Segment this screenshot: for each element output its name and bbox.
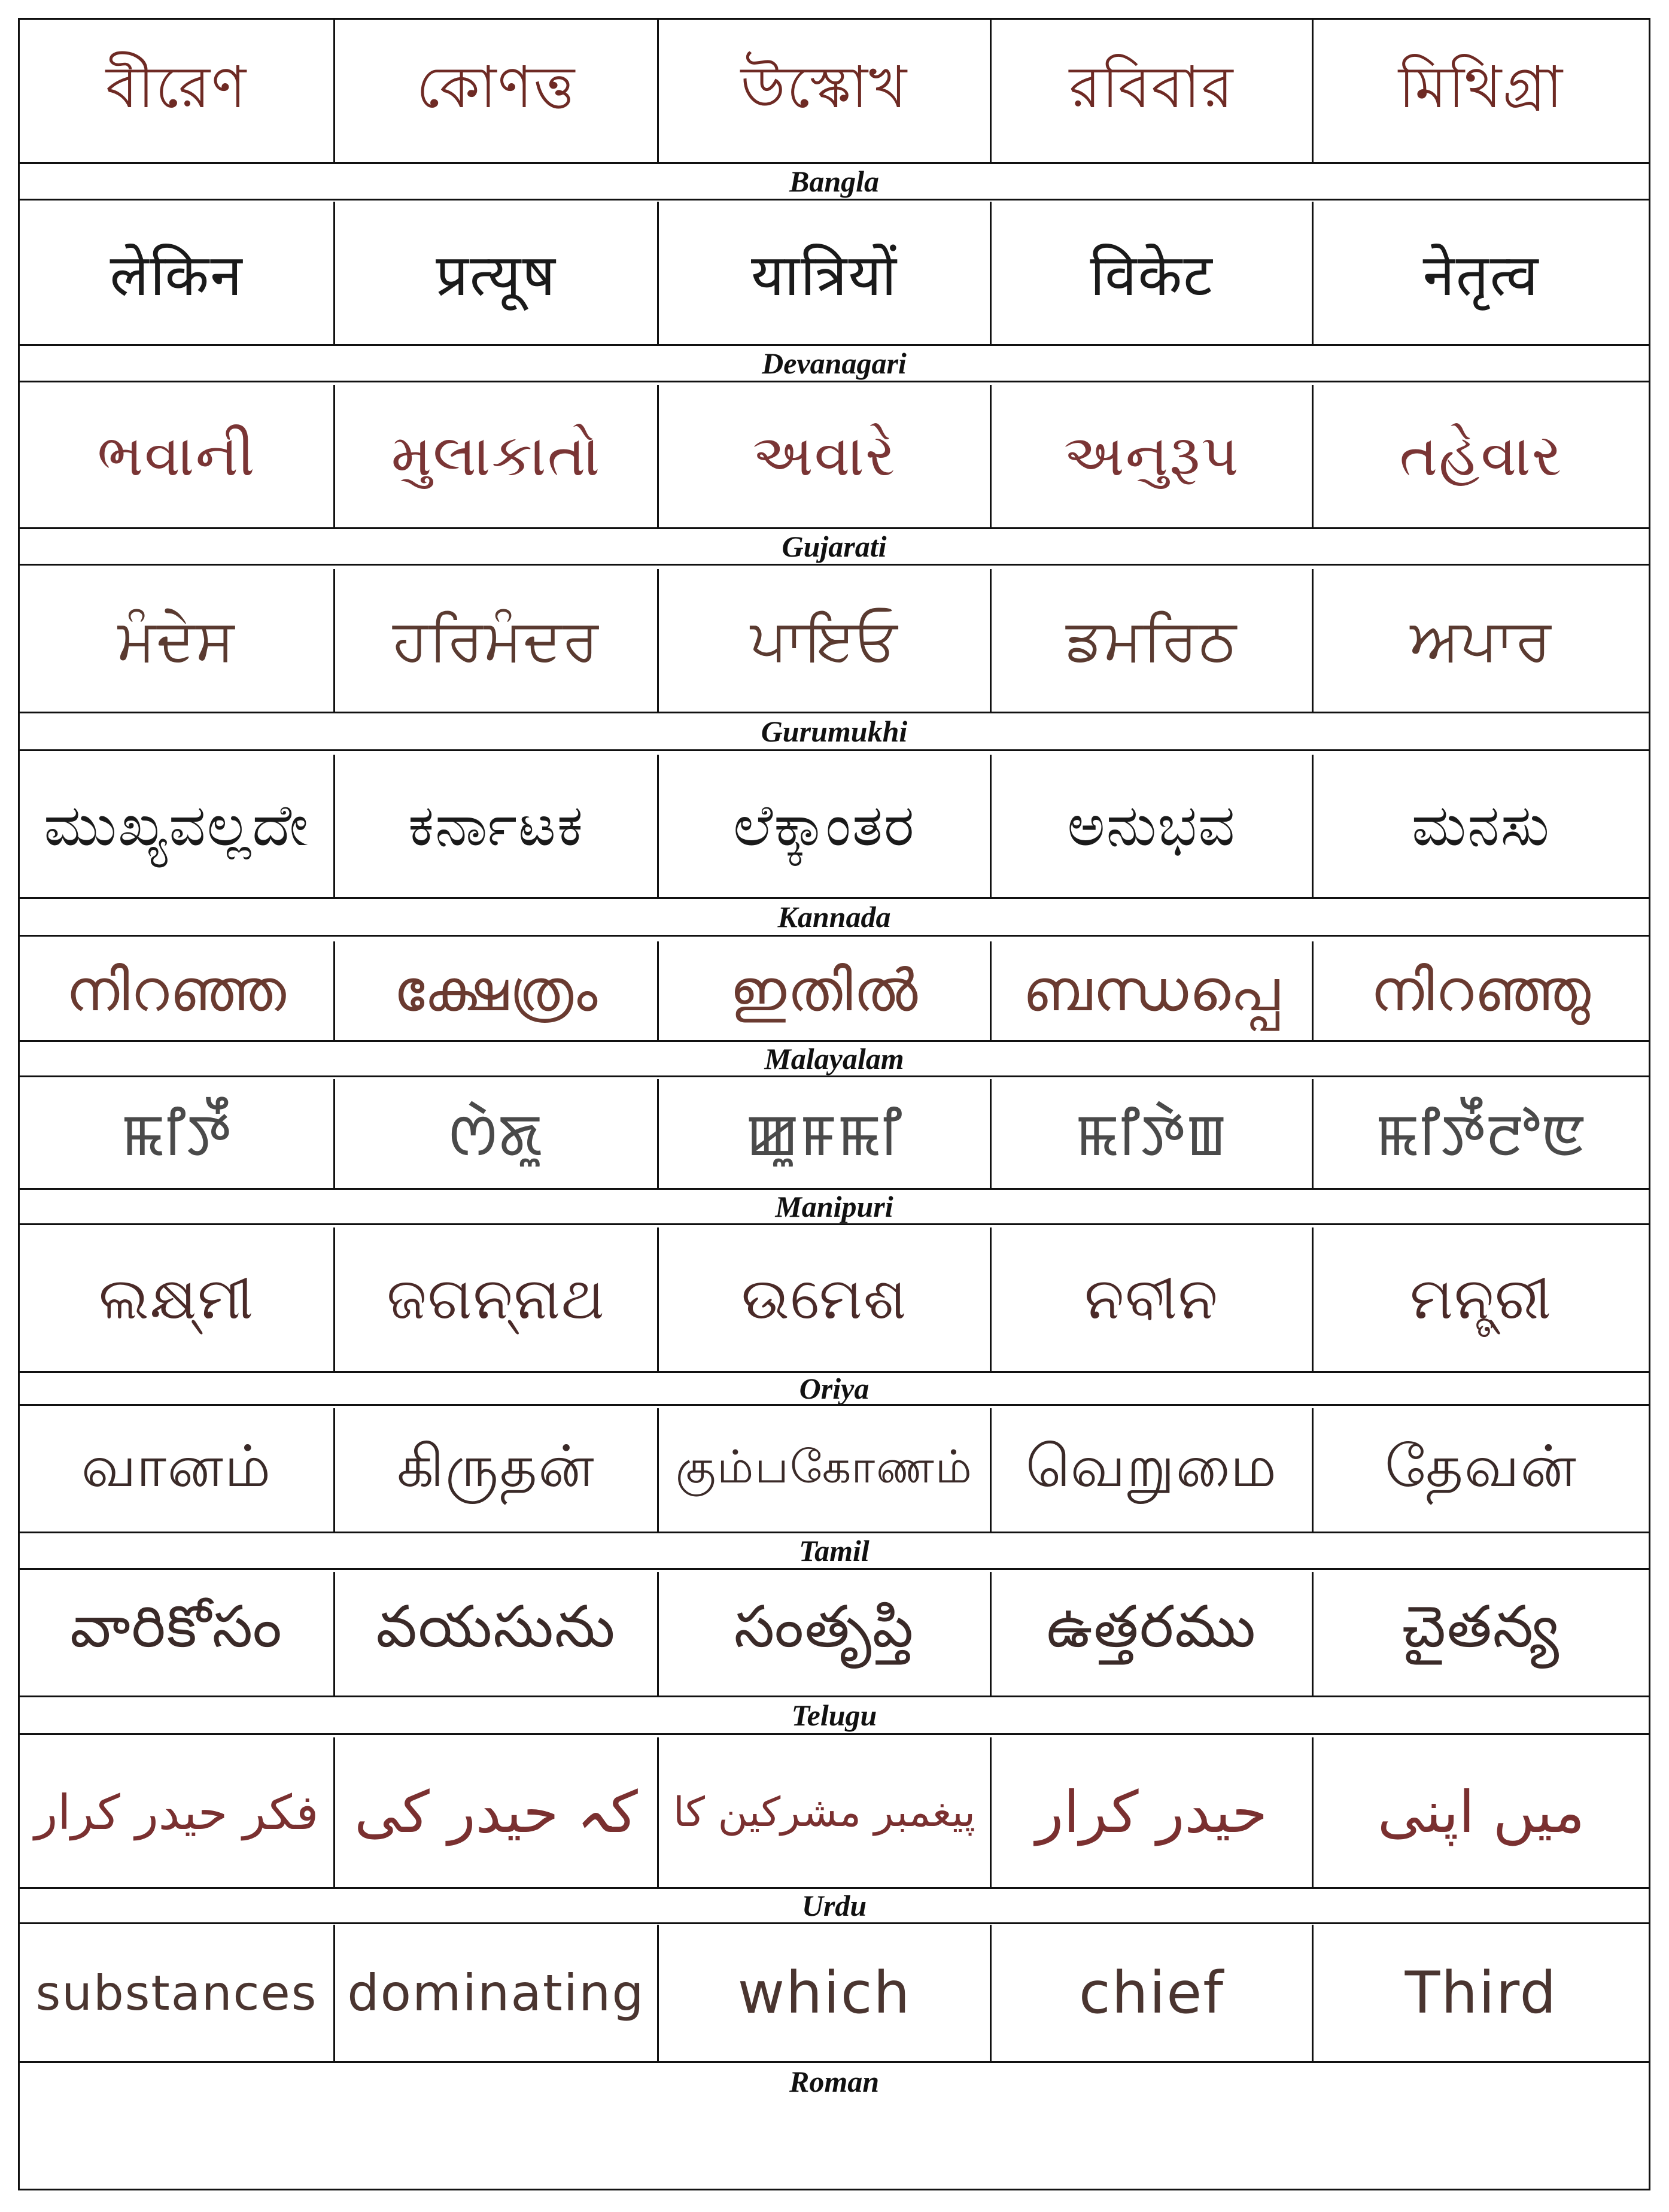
- sample-cell: [335, 569, 659, 712]
- handwritten-word: लेकिन: [110, 241, 244, 309]
- handwritten-word: ꯃꯤꯇꯥꯡ: [1075, 1102, 1228, 1169]
- script-label-row: [20, 2061, 1649, 2099]
- sample-row: [20, 1925, 1649, 2061]
- sample-cell: [1314, 1079, 1649, 1188]
- handwritten-word: মিথিগ্রা: [1398, 53, 1564, 121]
- handwritten-word: ಮನಸು: [1411, 792, 1551, 859]
- script-label-row: [20, 1696, 1649, 1735]
- sample-cell: [992, 1227, 1314, 1371]
- sample-cell: [992, 755, 1314, 897]
- sample-cell: [335, 1925, 659, 2061]
- sample-row: [20, 1572, 1649, 1696]
- script-label: Gujarati: [782, 530, 887, 563]
- sample-cell: [1314, 1737, 1649, 1887]
- handwritten-word: നിറഞ്ഞു: [1370, 956, 1592, 1024]
- sample-cell: [992, 1408, 1314, 1532]
- sample-cell: [992, 1737, 1314, 1887]
- script-label-row: [20, 344, 1649, 382]
- script-label: Devanagari: [762, 347, 907, 380]
- handwritten-word: پیغمبر مشرکین کا: [673, 1788, 976, 1836]
- handwritten-word: ಲೆಕ್ಕಾಂತರ: [733, 792, 916, 859]
- sample-cell: [20, 20, 335, 162]
- script-label-row: [20, 527, 1649, 566]
- sample-row: [20, 941, 1649, 1040]
- handwritten-word: ଲକ୍ଷ୍ମୀ: [99, 1265, 254, 1332]
- sample-cell: [1314, 569, 1649, 712]
- handwritten-word: கிருதன்: [397, 1432, 595, 1500]
- sample-cell: [20, 1227, 335, 1371]
- handwritten-word: வெறுமை: [1026, 1432, 1278, 1500]
- sample-cell: [992, 569, 1314, 712]
- sample-cell: [659, 1408, 992, 1532]
- script-label: Tamil: [799, 1534, 870, 1567]
- sample-cell: [659, 202, 992, 344]
- handwritten-word: میں اپنی: [1377, 1779, 1585, 1846]
- script-row-manipuri: [20, 1079, 1649, 1225]
- handwritten-word: ଜଗନ୍ନାଥ: [387, 1265, 606, 1332]
- script-row-gujarati: [20, 385, 1649, 566]
- sample-cell: [1314, 755, 1649, 897]
- sample-cell: [659, 941, 992, 1040]
- handwritten-word: వారికోసం: [70, 1593, 283, 1660]
- script-label: Kannada: [777, 900, 891, 934]
- script-label-row: [20, 162, 1649, 200]
- script-row-telugu: [20, 1572, 1649, 1735]
- handwritten-word: Third: [1404, 1959, 1558, 2026]
- script-label: Bangla: [789, 165, 880, 198]
- sample-cell: [1314, 202, 1649, 344]
- sample-cell: [659, 1925, 992, 2061]
- handwritten-word: विकेट: [1090, 241, 1214, 309]
- handwritten-word: ബന്ധപ്പെ: [1023, 956, 1281, 1024]
- handwritten-word: ꯀꯨꯝꯃꯤ: [746, 1102, 903, 1169]
- script-sample-table: [18, 18, 1650, 2190]
- script-row-gurumukhi: [20, 569, 1649, 751]
- sample-cell: [20, 755, 335, 897]
- sample-cell: [1314, 941, 1649, 1040]
- handwritten-word: বীরেণ: [105, 53, 248, 121]
- sample-cell: [992, 1572, 1314, 1696]
- sample-cell: [1314, 1408, 1649, 1532]
- script-label: Oriya: [799, 1372, 870, 1405]
- script-row-malayalam: [20, 941, 1649, 1077]
- sample-cell: [659, 569, 992, 712]
- handwritten-word: chief: [1078, 1959, 1225, 2026]
- handwritten-word: અવારે: [752, 422, 896, 489]
- handwritten-word: ꯃꯤꯇꯩꯂꯣꯟ: [1375, 1102, 1587, 1169]
- script-label: Malayalam: [764, 1042, 904, 1075]
- sample-cell: [20, 202, 335, 344]
- sample-cell: [659, 755, 992, 897]
- script-row-bangla: [20, 20, 1649, 200]
- sample-cell: [659, 1227, 992, 1371]
- handwritten-word: મુલાકાતો: [391, 422, 601, 489]
- handwritten-word: ꯃꯤꯇꯩ: [121, 1102, 232, 1169]
- sample-cell: [20, 1925, 335, 2061]
- handwritten-word: તહેવાર: [1399, 422, 1563, 489]
- script-row-oriya: [20, 1227, 1649, 1406]
- sample-row: [20, 1079, 1649, 1188]
- sample-cell: [20, 1572, 335, 1696]
- sample-cell: [992, 202, 1314, 344]
- handwritten-word: നിറഞ്ഞ: [66, 956, 287, 1024]
- script-label-row: [20, 1188, 1649, 1225]
- handwritten-word: ꯁꯥꯗꯨ: [449, 1102, 543, 1169]
- script-label-row: [20, 1887, 1649, 1924]
- sample-row: [20, 1408, 1649, 1532]
- sample-cell: [992, 1925, 1314, 2061]
- handwritten-word: রবিবার: [1069, 53, 1235, 121]
- handwritten-word: ନବୀନ: [1084, 1265, 1219, 1332]
- handwritten-word: கும்பகோணம்: [676, 1440, 973, 1493]
- script-row-devanagari: [20, 202, 1649, 382]
- sample-row: [20, 20, 1649, 162]
- script-label-row: [20, 897, 1649, 937]
- sample-cell: [20, 569, 335, 712]
- sample-cell: [335, 1408, 659, 1532]
- handwritten-word: చైతన్య: [1402, 1593, 1560, 1660]
- script-label-row: [20, 1040, 1649, 1077]
- script-label: Gurumukhi: [761, 715, 908, 748]
- sample-row: [20, 202, 1649, 344]
- script-label-row: [20, 712, 1649, 751]
- sample-cell: [335, 202, 659, 344]
- sample-cell: [20, 941, 335, 1040]
- sample-cell: [1314, 1572, 1649, 1696]
- script-row-urdu: [20, 1737, 1649, 1924]
- script-label-row: [20, 1371, 1649, 1406]
- handwritten-word: ਹਰਿਮੰਦਰ: [393, 606, 600, 673]
- sample-cell: [20, 1408, 335, 1532]
- handwritten-word: ഇതിൽ: [729, 956, 919, 1024]
- handwritten-word: dominating: [347, 1964, 645, 2022]
- script-label: Telugu: [791, 1698, 877, 1732]
- sample-cell: [992, 385, 1314, 527]
- handwritten-word: प्रत्यूष: [436, 241, 557, 309]
- sample-cell: [20, 385, 335, 527]
- handwritten-word: ಕರ್ನಾಟಕ: [408, 792, 585, 859]
- handwritten-word: ఉత్తరము: [1046, 1593, 1257, 1660]
- sample-cell: [335, 1227, 659, 1371]
- sample-cell: [659, 1572, 992, 1696]
- handwritten-word: సంతృప్తి: [734, 1593, 915, 1660]
- sample-cell: [1314, 20, 1649, 162]
- sample-row: [20, 1227, 1649, 1371]
- sample-cell: [335, 385, 659, 527]
- script-row-tamil: [20, 1408, 1649, 1570]
- script-label: Roman: [789, 2064, 880, 2098]
- handwritten-word: ଉମେଶ: [741, 1265, 908, 1332]
- handwritten-word: नेतृत्व: [1422, 241, 1540, 309]
- sample-cell: [20, 1737, 335, 1887]
- sample-cell: [1314, 1227, 1649, 1371]
- handwritten-word: উস্কোখ: [740, 53, 908, 121]
- handwritten-word: వయసును: [376, 1593, 616, 1660]
- handwritten-word: ਡਮਰਿਠ: [1065, 606, 1238, 673]
- sample-cell: [335, 1572, 659, 1696]
- handwritten-word: ക്ഷേത്രം: [393, 956, 599, 1024]
- sample-cell: [659, 385, 992, 527]
- script-row-kannada: [20, 755, 1649, 937]
- handwritten-word: અનુરૂપ: [1063, 422, 1240, 489]
- script-row-roman: [20, 1925, 1649, 2099]
- handwritten-word: substances: [35, 1965, 318, 2021]
- sample-cell: [1314, 1925, 1649, 2061]
- handwritten-word: ಮುಖ್ಯವಲ್ಲದೇ: [44, 792, 309, 859]
- sample-row: [20, 755, 1649, 897]
- sample-cell: [1314, 385, 1649, 527]
- sample-cell: [20, 1079, 335, 1188]
- handwritten-word: ಅನುಭವ: [1067, 792, 1236, 859]
- handwritten-word: ભવાની: [97, 422, 256, 489]
- sample-cell: [335, 1079, 659, 1188]
- sample-row: [20, 1737, 1649, 1887]
- script-label: Manipuri: [775, 1190, 893, 1223]
- script-label: Urdu: [801, 1889, 867, 1922]
- handwritten-word: فکر حیدر کرار: [34, 1784, 319, 1840]
- handwritten-word: কোণত্ত: [416, 53, 576, 121]
- sample-cell: [992, 941, 1314, 1040]
- sample-cell: [659, 1737, 992, 1887]
- sample-cell: [659, 1079, 992, 1188]
- sample-cell: [335, 1737, 659, 1887]
- sample-cell: [335, 20, 659, 162]
- script-label-row: [20, 1532, 1649, 1570]
- handwritten-word: ਅਪਾਰ: [1410, 606, 1552, 673]
- handwritten-word: यात्रियों: [751, 241, 898, 309]
- sample-cell: [659, 20, 992, 162]
- handwritten-word: ମନ୍ତ୍ରୀ: [1410, 1265, 1552, 1332]
- sample-cell: [992, 1079, 1314, 1188]
- handwritten-word: کہ حیدر کی: [354, 1779, 638, 1846]
- handwritten-word: வானம்: [81, 1432, 272, 1500]
- sample-cell: [335, 941, 659, 1040]
- sample-row: [20, 385, 1649, 527]
- sample-row: [20, 569, 1649, 712]
- handwritten-word: حیدر کرار: [1035, 1779, 1268, 1846]
- sample-cell: [992, 20, 1314, 162]
- handwritten-word: தேவன்: [1385, 1432, 1577, 1500]
- sample-cell: [335, 755, 659, 897]
- handwritten-word: ਮੰਦੇਸ: [117, 606, 236, 673]
- handwritten-word: ਪਾਇਓ: [750, 606, 899, 673]
- handwritten-word: which: [737, 1959, 911, 2026]
